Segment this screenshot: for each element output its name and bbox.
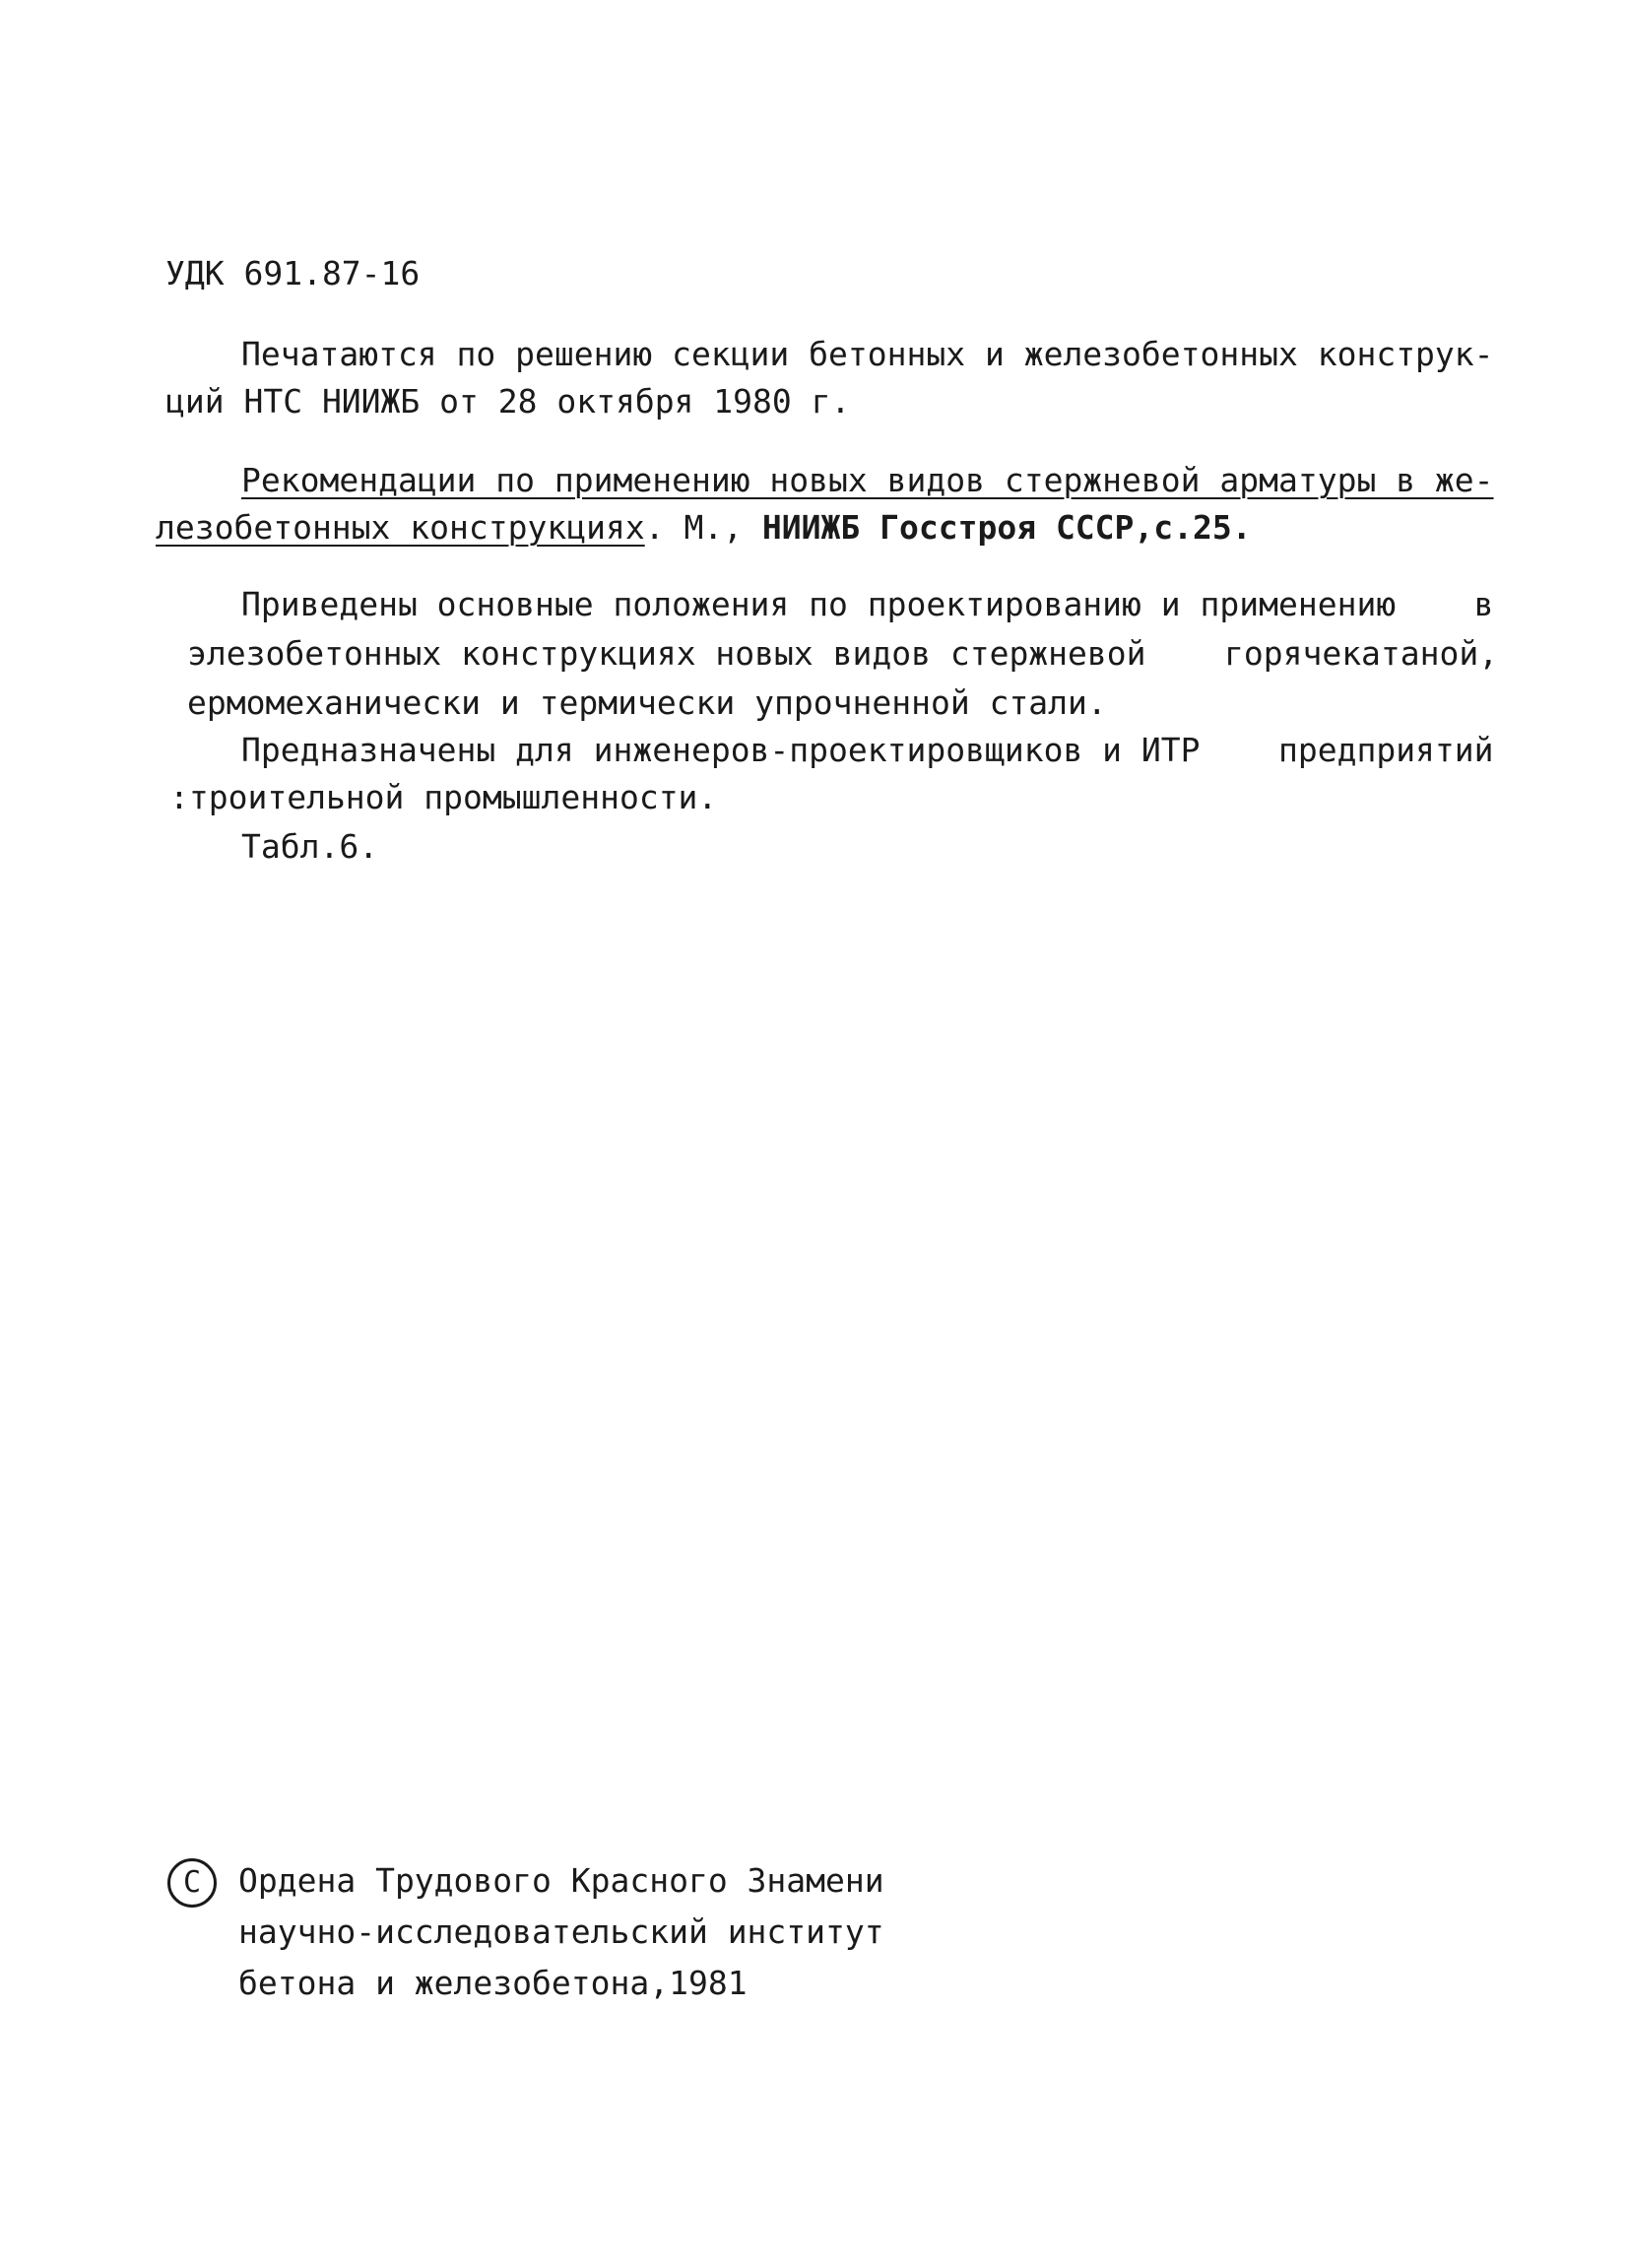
abstract-line-5: :троительной промышленности. [169, 778, 718, 816]
document-title-line-2 [156, 508, 1252, 548]
abstract-line-1: Приведены основные положения по проектированию и применению в [241, 585, 1494, 623]
imprint-city: . М., [644, 508, 762, 547]
document-title-line-1: Рекомендации по применению новых видов стержневой арматуры в же- [241, 461, 1494, 499]
publication-notice-line-2: ций НТС НИИЖБ от 28 октября 1980 г. [165, 382, 851, 421]
table-count: Табл.6. [241, 827, 379, 866]
abstract-line-3: ермомеханически и термически упрочненной стали. [187, 683, 1107, 722]
abstract-line-2: элезобетонных конструкциях новых видов стержневой горячекатаной, [187, 634, 1499, 673]
copyright-line-2: научно-исследовательский институт [238, 1912, 884, 1951]
copyright-line-1: Ордена Трудового Красного Знамени [238, 1861, 884, 1900]
abstract-line-4: Предназначены для инженеров-проектировщиков и ИТР предприятий [241, 731, 1494, 769]
copyright-icon: C [167, 1858, 217, 1908]
udk-code: УДК 691.87-16 [165, 254, 421, 292]
document-title-line-2-underlined: лезобетонных конструкциях [156, 508, 645, 547]
copyright-line-3: бетона и железобетона,1981 [238, 1964, 748, 2002]
imprint-publisher: НИИЖБ [761, 508, 861, 547]
publication-notice-line-1: Печатаются по решению секции бетонных и железобетонных конструк- [241, 335, 1494, 373]
imprint-rest: Госстроя СССР,с.25. [860, 508, 1252, 547]
